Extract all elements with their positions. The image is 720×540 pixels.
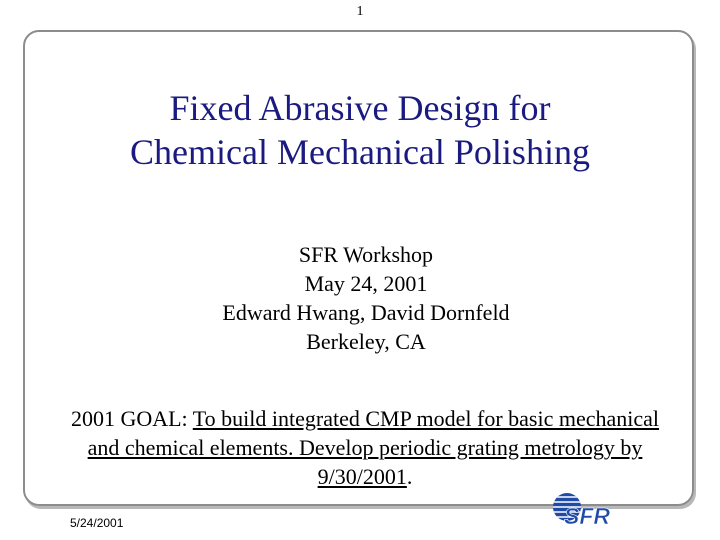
goal-end-punct: . <box>406 464 413 489</box>
goal-line-1 <box>0 404 720 433</box>
goal-text-2: and chemical elements. Develop periodic grating metrology by <box>87 435 643 460</box>
goal-text-3: 9/30/2001 <box>317 464 407 489</box>
event-name: SFR Workshop <box>298 242 434 267</box>
goal-text-1: To build integrated CMP model for basic mechanical <box>192 406 660 431</box>
goal-statement <box>0 404 720 491</box>
authors: Edward Hwang, David Dornfeld <box>222 300 510 325</box>
event-date: May 24, 2001 <box>304 271 428 296</box>
title-line-2: Chemical Mechanical Polishing <box>130 132 590 172</box>
logo-text: SFR <box>564 503 610 529</box>
sfr-logo <box>550 490 640 530</box>
footer-date: 5/24/2001 <box>70 516 124 530</box>
goal-line-2 <box>0 433 720 462</box>
slide-title <box>0 86 720 174</box>
presentation-info <box>0 240 720 356</box>
page-number: 1 <box>356 4 364 19</box>
goal-label: 2001 GOAL: <box>70 406 193 431</box>
title-line-1: Fixed Abrasive Design for <box>169 88 551 128</box>
goal-line-3 <box>0 462 720 491</box>
location: Berkeley, CA <box>306 329 426 354</box>
